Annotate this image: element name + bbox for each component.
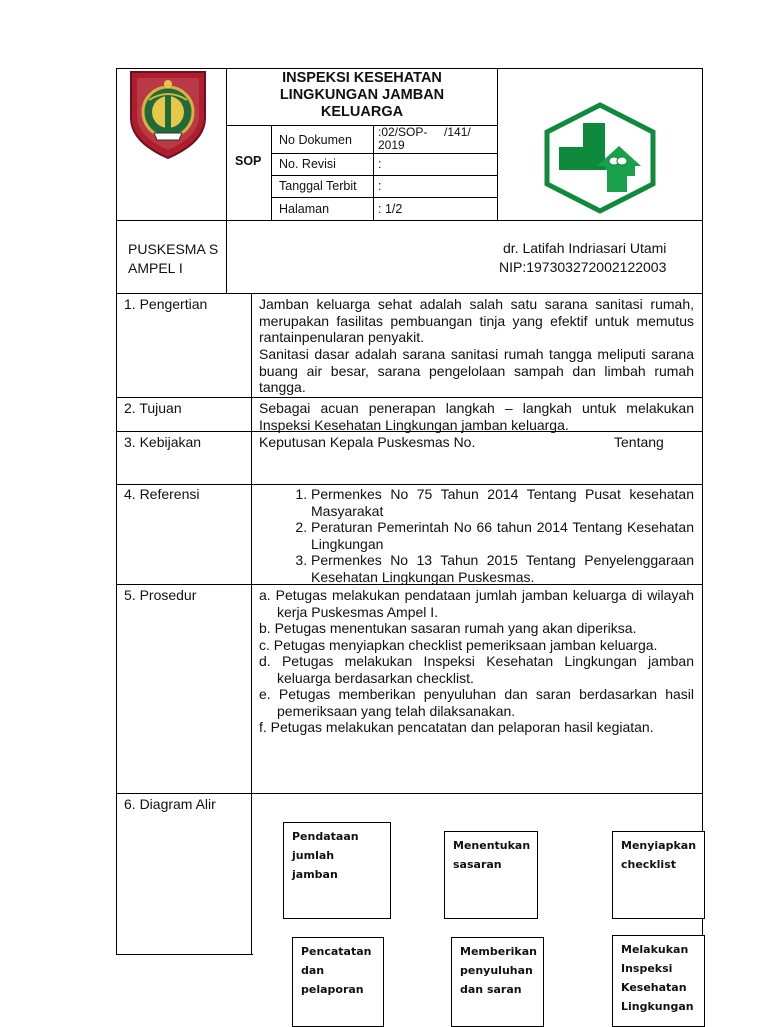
pengertian-paragraph-1: Jamban keluarga sehat adalah salah satu sarana sanitasi rumah, merupakan fasilitas pembuangan tinja yang efektif untuk memutus rantainpenularan penyakit. [259, 296, 694, 345]
prosedur-item: e. Petugas memberikan penyuluhan dan saran berdasarkan hasil pemeriksaan yang telah dilaksanakan. [259, 686, 694, 719]
flow-box-pendataan: Pendataan jumlah jamban [283, 822, 391, 919]
document-title: INSPEKSI KESEHATAN LINGKUNGAN JAMBAN KELUARGA [279, 70, 445, 120]
referensi-list [259, 486, 694, 585]
shield-emblem-icon [127, 70, 209, 160]
prosedur-item: a. Petugas melakukan pendataan jumlah jamban keluarga di wilayah kerja Puskesmas Ampel I. [259, 587, 694, 620]
tujuan-text: Sebagai acuan penerapan langkah – langkah untuk melakukan Inspeksi Kesehatan Lingkungan jamban keluarga. [259, 400, 694, 433]
prosedur-item: f. Petugas melakukan pencatatan dan pelaporan hasil kegiatan. [259, 719, 654, 735]
tanggal-terbit-value: : [378, 179, 382, 193]
no-dokumen-label: No Dokumen [279, 133, 352, 147]
org-name: PUSKESMA S AMPEL I [128, 241, 219, 276]
halaman-label: Halaman [279, 202, 330, 216]
sop-label: SOP [235, 154, 262, 168]
signer-name: dr. Latifah Indriasari Utami [503, 240, 667, 256]
no-revisi-value: : [378, 157, 382, 171]
pengertian-label: 1. Pengertian [124, 296, 208, 312]
referensi-item: 1. Permenkes No 75 Tahun 2014 Tentang Pusat kesehatan Masyarakat [311, 486, 694, 519]
puskesmas-logo [543, 102, 657, 214]
prosedur-item: b. Petugas menentukan sasaran rumah yang akan diperiksa. [259, 620, 637, 636]
no-revisi-label: No. Revisi [279, 157, 336, 171]
signer-nip: NIP:197303272002122003 [499, 259, 667, 275]
referensi-item: 3. Permenkes No 13 Tahun 2015 Tentang Penyelenggaraan Kesehatan Lingkungan Puskesmas. [311, 552, 694, 585]
tanggal-terbit-label: Tanggal Terbit [279, 179, 357, 193]
prosedur-list [259, 587, 694, 736]
flow-box-melakukan: Melakukan Inspeksi Kesehatan Lingkungan [612, 935, 705, 1027]
halaman-value: : 1/2 [378, 202, 403, 216]
prosedur-item: c. Petugas menyiapkan checklist pemeriksaan jamban keluarga. [259, 636, 658, 653]
flow-box-menentukan: Menentukan sasaran [444, 831, 538, 919]
no-dokumen-value: :02/SOP- /141/ 2019 [378, 125, 475, 152]
diagram-label: 6. Diagram Alir [124, 796, 216, 812]
pengertian-paragraph-2: Sanitasi dasar adalah sarana sanitasi rumah tangga meliputi sarana buang air besar, sarana pengelolaan sampah dan limbah rumah tangga. [259, 346, 694, 395]
prosedur-item: d. Petugas melakukan Inspeksi Kesehatan Lingkungan jamban keluarga berdasarkan checklist. [259, 653, 694, 686]
kebijakan-label: 3. Kebijakan [124, 434, 202, 450]
tujuan-label: 2. Tujuan [124, 400, 182, 416]
flow-box-pencatatan: Pencatatan dan pelaporan [292, 937, 384, 1027]
flow-box-menyiapkan: Menyiapkan checklist [612, 831, 705, 919]
flow-box-memberikan: Memberikan penyuluhan dan saran [451, 937, 544, 1027]
kebijakan-tentang: Tentang [614, 434, 664, 450]
referensi-label: 4. Referensi [124, 486, 200, 502]
prosedur-label: 5. Prosedur [124, 587, 197, 603]
puskesmas-cross-icon [543, 102, 657, 214]
referensi-item: 2. Peraturan Pemerintah No 66 tahun 2014 Tentang Kesehatan Lingkungan [311, 519, 694, 552]
regency-emblem [127, 70, 209, 160]
kebijakan-text: Keputusan Kepala Puskesmas No. [259, 434, 476, 450]
